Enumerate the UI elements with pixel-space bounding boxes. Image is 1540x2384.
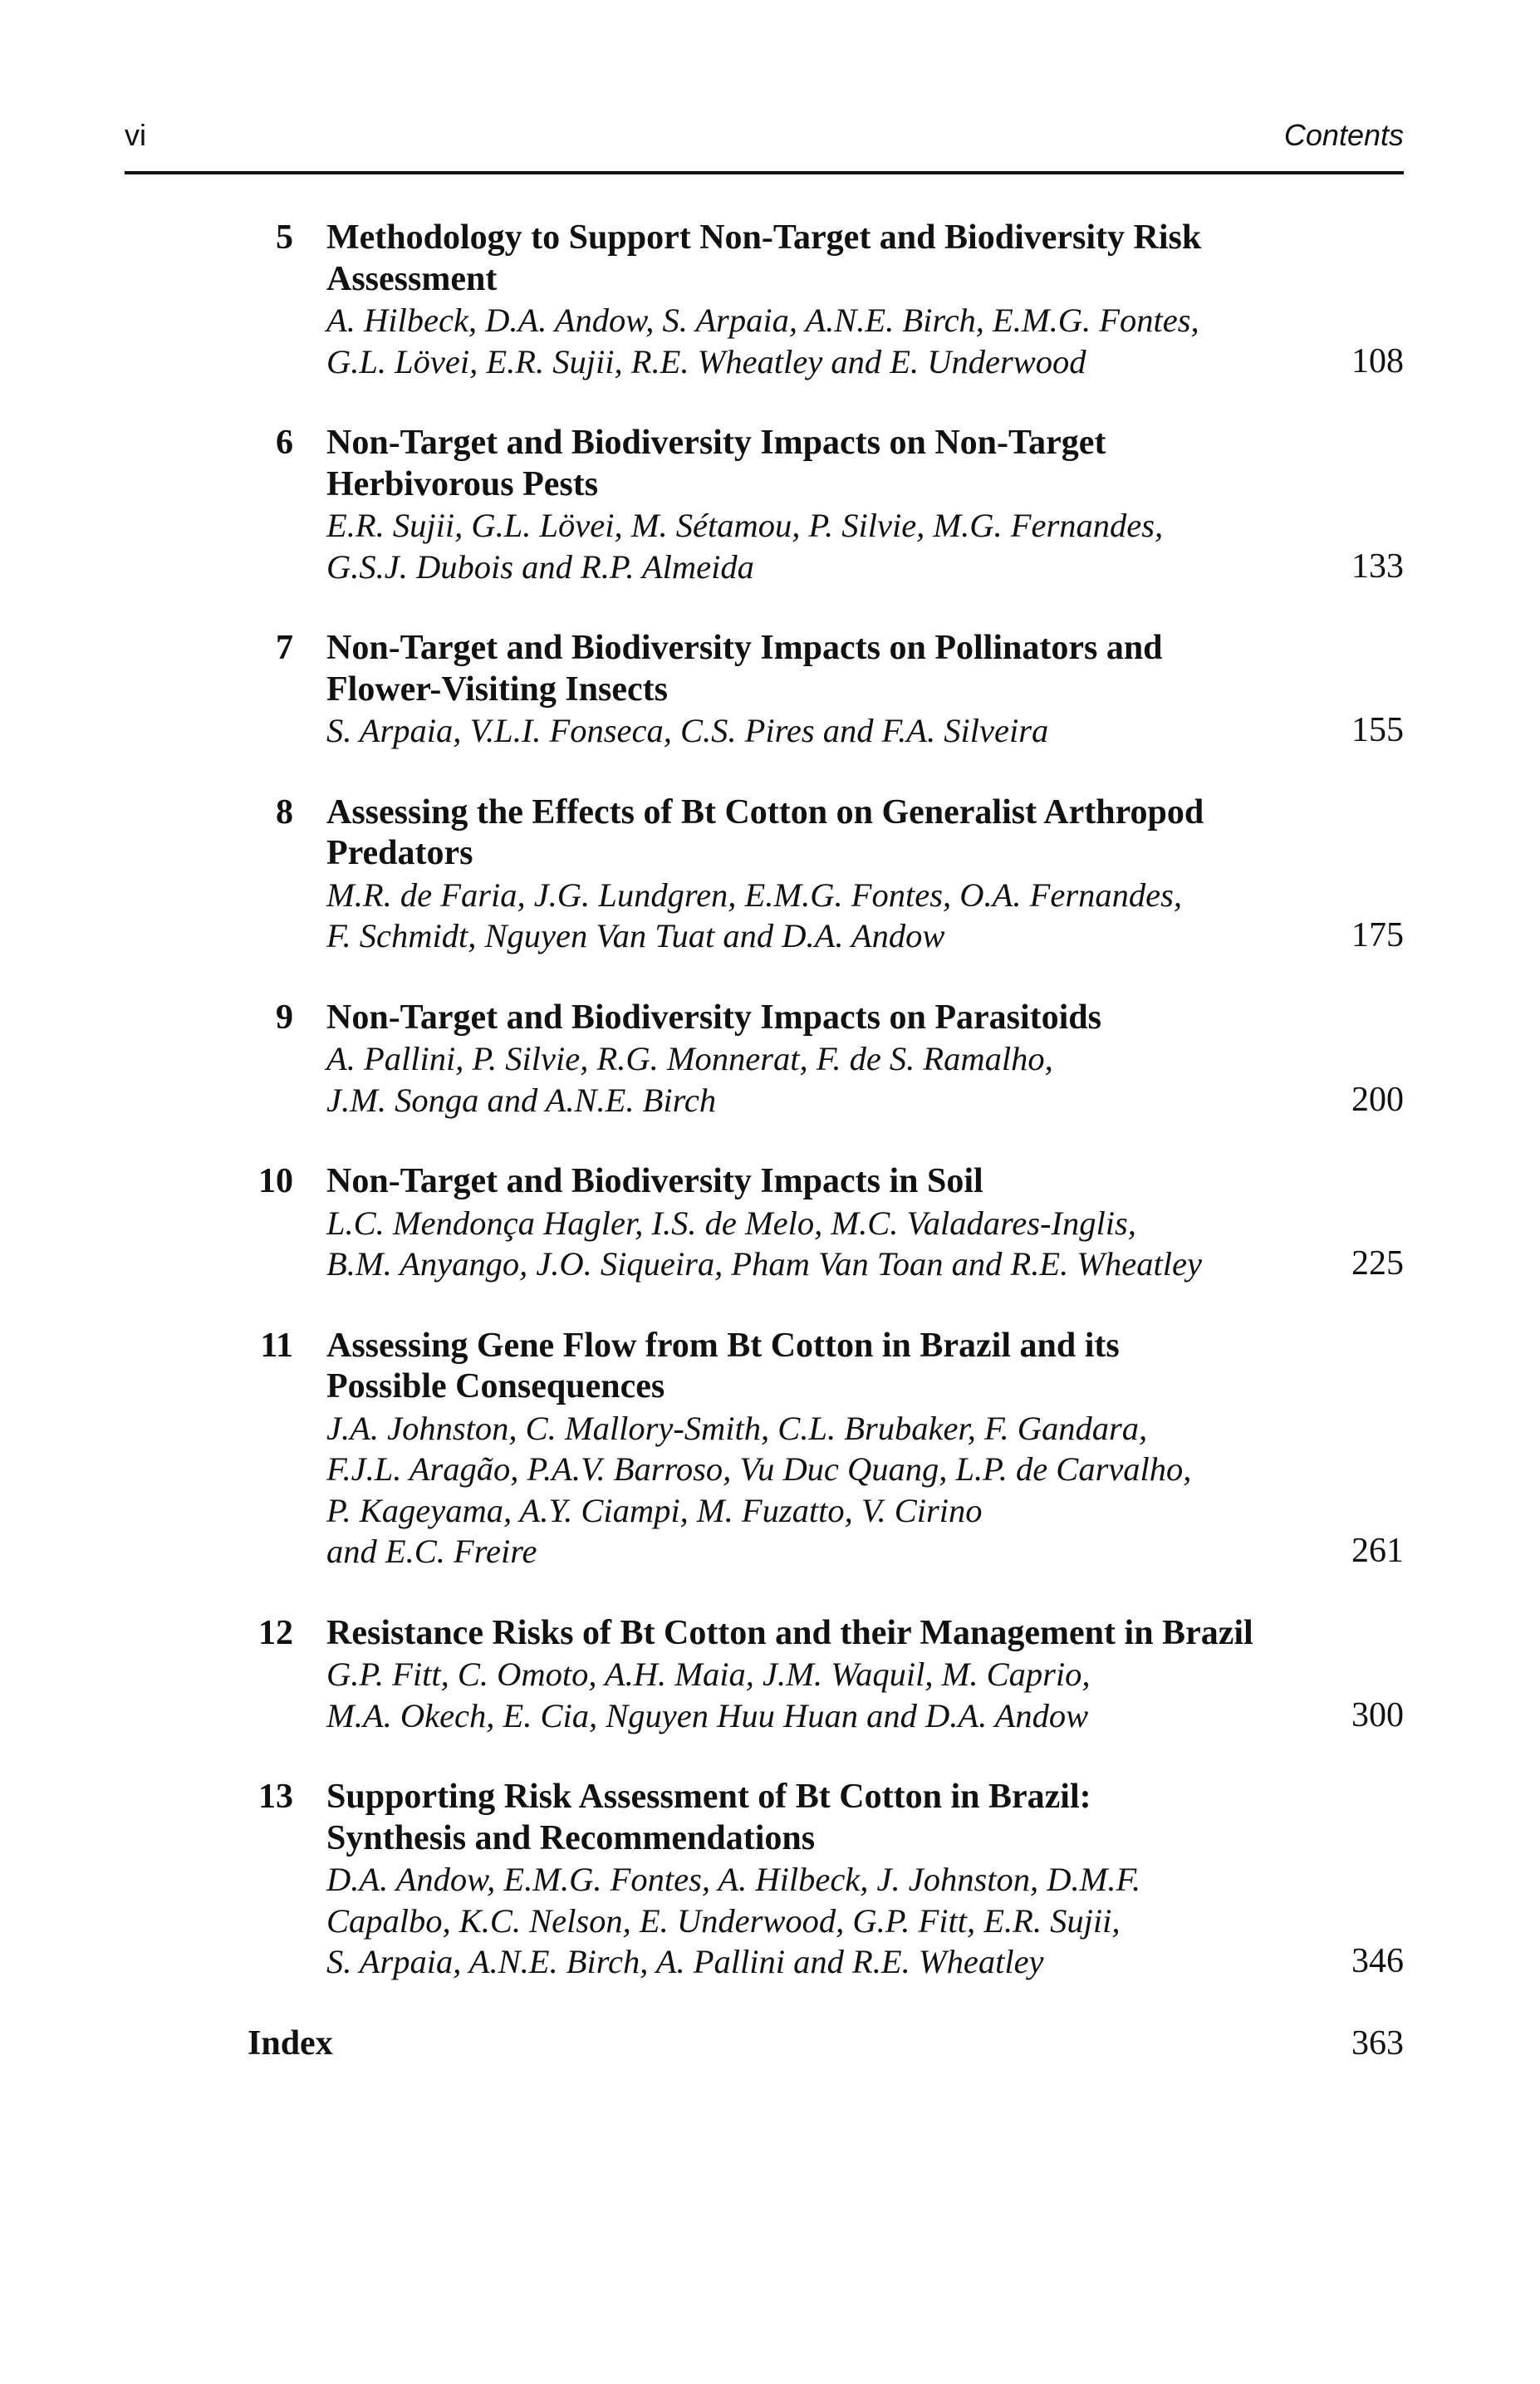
toc-entry — [125, 1161, 1404, 1285]
chapter-number: 10 — [258, 1162, 293, 1200]
chapter-authors-line: M.R. de Faria, J.G. Lundgren, E.M.G. Fontes, O.A. Fernandes, — [326, 876, 1182, 914]
chapter-title-line: Assessment — [326, 259, 498, 298]
entry-body — [326, 792, 1282, 957]
chapter-authors-line: M.A. Okech, E. Cia, Nguyen Huu Huan and D.A. Andow — [326, 1696, 1089, 1734]
chapter-title-line: Non-Target and Biodiversity Impacts on Non-Target — [326, 424, 1106, 462]
chapter-authors-line: Capalbo, K.C. Nelson, E. Underwood, G.P. Fitt, E.R. Sujii, — [326, 1901, 1121, 1940]
header-rule — [125, 171, 1404, 174]
entry-body — [326, 218, 1282, 382]
chapter-title-line: Synthesis and Recommendations — [326, 1818, 816, 1857]
entry-body — [326, 628, 1282, 752]
table-of-contents — [125, 218, 1404, 2065]
toc-entry — [125, 792, 1404, 957]
chapter-number: 6 — [276, 424, 293, 462]
index-entry — [125, 2023, 1404, 2065]
chapter-authors-line: J.A. Johnston, C. Mallory-Smith, C.L. Brubaker, F. Gandara, — [326, 1409, 1148, 1447]
chapter-authors-line: A. Pallini, P. Silvie, R.G. Monnerat, F. de S. Ramalho, — [326, 1040, 1053, 1077]
chapter-title-line: Assessing the Effects of Bt Cotton on Generalist Arthropod — [326, 792, 1204, 831]
chapter-title-line: Non-Target and Biodiversity Impacts in Soil — [326, 1162, 983, 1200]
chapter-title-line: Methodology to Support Non-Target and Biodiversity Risk — [326, 218, 1202, 257]
entry-body — [326, 423, 1282, 587]
chapter-number: 5 — [276, 218, 293, 257]
chapter-authors-line: A. Hilbeck, D.A. Andow, S. Arpaia, A.N.E. Birch, E.M.G. Fontes, — [326, 302, 1199, 339]
chapter-number: 11 — [260, 1326, 293, 1365]
toc-entry — [125, 1777, 1404, 1983]
chapter-authors-line: G.P. Fitt, C. Omoto, A.H. Maia, J.M. Waquil, M. Caprio, — [326, 1656, 1091, 1693]
chapter-title-line: Assessing Gene Flow from Bt Cotton in Brazil and its — [326, 1326, 1120, 1365]
chapter-page-number: 300 — [1351, 1695, 1404, 1734]
chapter-number: 9 — [276, 998, 293, 1037]
chapter-title-line: Resistance Risks of Bt Cotton and their Management in Brazil — [326, 1613, 1253, 1652]
entry-body — [326, 1613, 1282, 1737]
chapter-number: 7 — [276, 629, 293, 667]
entry-body — [326, 1777, 1282, 1983]
entry-body — [326, 1161, 1282, 1285]
chapter-number: 8 — [276, 792, 293, 831]
chapter-title-line: Flower-Visiting Insects — [326, 670, 668, 709]
index-page-number: 363 — [1351, 2023, 1404, 2063]
toc-entry — [125, 1613, 1404, 1737]
chapter-authors-line: S. Arpaia, A.N.E. Birch, A. Pallini and R.E. Wheatley — [326, 1943, 1044, 1980]
entry-body — [326, 1326, 1282, 1572]
chapter-title-line: Predators — [326, 834, 473, 872]
running-head — [125, 118, 1404, 161]
running-title: Contents — [1283, 118, 1404, 152]
chapter-page-number: 200 — [1351, 1080, 1404, 1119]
chapter-number: 13 — [258, 1778, 293, 1816]
chapter-page-number: 346 — [1351, 1942, 1404, 1980]
page-folio: vi — [125, 118, 146, 152]
chapter-authors-line: B.M. Anyango, J.O. Siqueira, Pham Van Toan and R.E. Wheatley — [326, 1245, 1202, 1283]
entry-body — [326, 998, 1282, 1121]
chapter-authors-line: F. Schmidt, Nguyen Van Tuat and D.A. Andow — [326, 917, 945, 954]
chapter-page-number: 108 — [1351, 341, 1404, 380]
chapter-page-number: 175 — [1351, 916, 1404, 954]
chapter-authors-line: J.M. Songa and A.N.E. Birch — [326, 1081, 717, 1119]
chapter-authors-line: D.A. Andow, E.M.G. Fontes, A. Hilbeck, J. Johnston, D.M.F. — [326, 1861, 1141, 1898]
chapter-page-number: 155 — [1351, 711, 1404, 749]
chapter-title-line: Non-Target and Biodiversity Impacts on Parasitoids — [326, 998, 1102, 1037]
chapter-page-number: 133 — [1351, 547, 1404, 586]
toc-entry — [125, 423, 1404, 587]
chapter-page-number: 261 — [1351, 1532, 1404, 1570]
chapter-title-line: Herbivorous Pests — [326, 464, 599, 503]
toc-entry — [125, 998, 1404, 1121]
chapter-authors-line: F.J.L. Aragão, P.A.V. Barroso, Vu Duc Quang, L.P. de Carvalho, — [326, 1450, 1192, 1488]
chapter-authors-line: G.S.J. Dubois and R.P. Almeida — [326, 547, 754, 586]
toc-entry — [125, 1326, 1404, 1572]
chapter-number: 12 — [258, 1613, 293, 1652]
toc-entry — [125, 218, 1404, 382]
chapter-authors-line: E.R. Sujii, G.L. Lövei, M. Sétamou, P. Silvie, M.G. Fernandes, — [326, 507, 1164, 544]
chapter-authors-line: L.C. Mendonça Hagler, I.S. de Melo, M.C. Valadares-Inglis, — [326, 1204, 1136, 1242]
chapter-title-line: Possible Consequences — [326, 1367, 665, 1405]
index-label: Index — [248, 2023, 333, 2063]
chapter-title-line: Non-Target and Biodiversity Impacts on Pollinators and — [326, 629, 1163, 667]
toc-entry — [125, 628, 1404, 752]
chapter-authors-line: G.L. Lövei, E.R. Sujii, R.E. Wheatley and E. Underwood — [326, 342, 1086, 380]
chapter-authors-line: S. Arpaia, V.L.I. Fonseca, C.S. Pires and F.A. Silveira — [326, 712, 1049, 749]
chapter-page-number: 225 — [1351, 1244, 1404, 1283]
chapter-authors-line: and E.C. Freire — [326, 1533, 537, 1570]
chapter-title-line: Supporting Risk Assessment of Bt Cotton in Brazil: — [326, 1778, 1091, 1816]
chapter-authors-line: P. Kageyama, A.Y. Ciampi, M. Fuzatto, V. Cirino — [326, 1491, 983, 1529]
